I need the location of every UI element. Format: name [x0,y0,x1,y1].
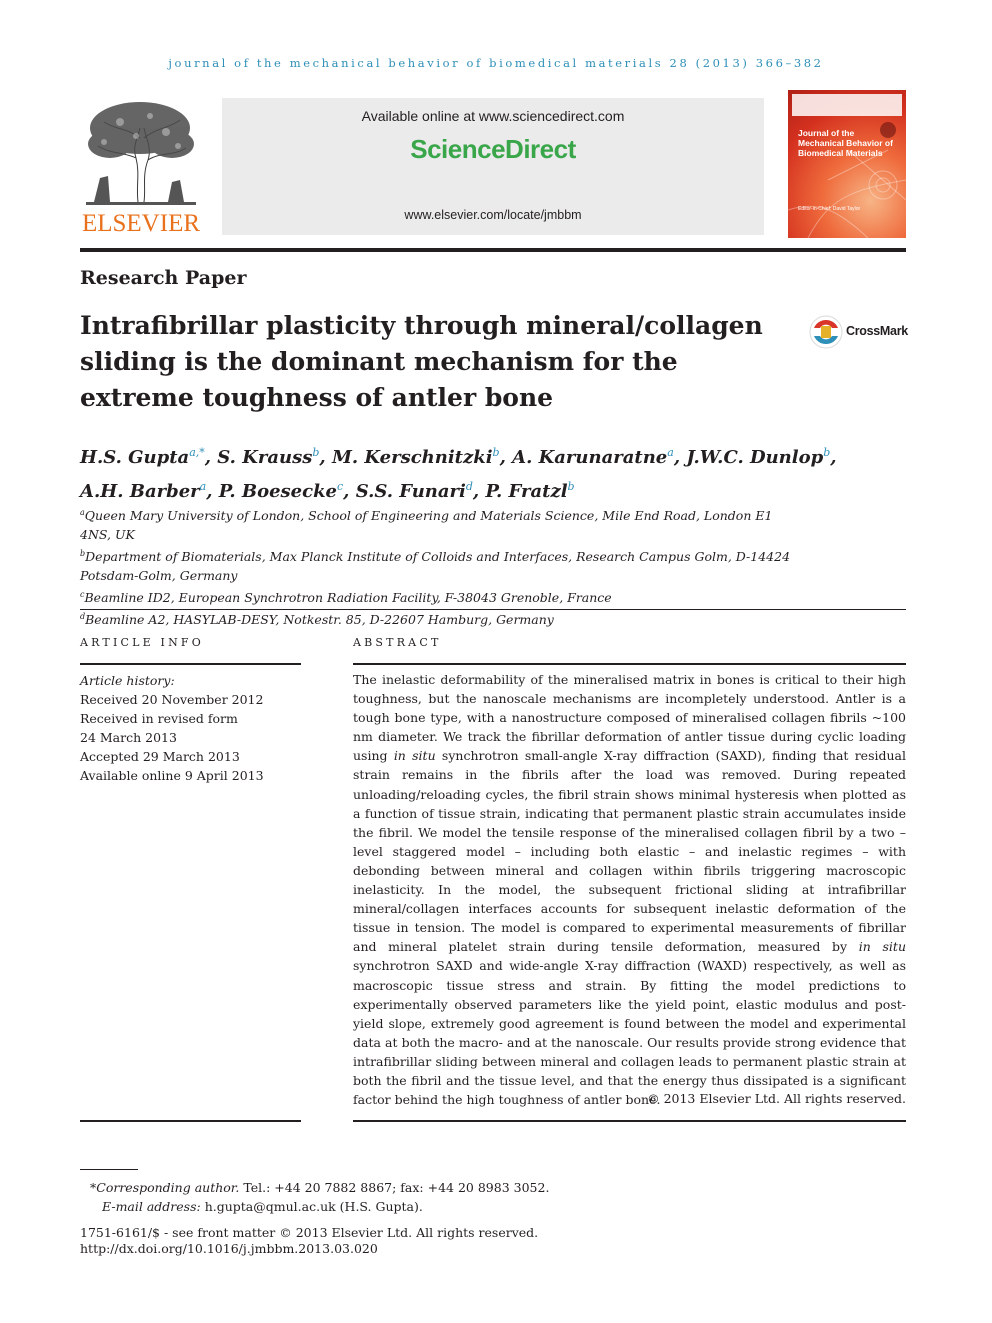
article-type: Research Paper [80,267,247,289]
sciencedirect-logo[interactable]: ScienceDirect [410,134,576,164]
journal-cover-image [788,90,906,238]
journal-citation-line: journal of the mechanical behavior of biomedical materials 28 (2013) 366–382 [168,56,824,70]
crossmark-label[interactable]: CrossMark [846,324,908,338]
journal-url[interactable]: www.elsevier.com/locate/jmbbm [404,208,582,222]
footnotes [80,1178,780,1216]
affiliation: $^d$Beamline A2, HASYLAB-DESY, Notkestr. 85, D-22607 Hamburg, Germany [80,612,554,628]
sciencedirect-banner [222,98,764,235]
abstract-text: The inelastic deformability of the mineralised matrix in bones is critical to their high toughness, but the nanoscale mechanisms are incompletely understood. Antler is a tough bone type, with a nanostructure composed of mineralised collagen fibrils ~100 nm diameter. We track the fibrillar deformation of antler tissue during cyclic loading using in situ synchrotron small-angle X-ray diffraction (SAXD), finding that residual strain remains in the fibrils after the load was removed. During repeated unloading/reloading cycles, the fibril strain shows minimal hysteresis when plotted as a function of tissue strain, indicating that permanent plastic strain accumulates inside the fibril. We model the tensile response of the mineralised collagen fibril by a two – level staggered model – including both elastic – and inelastic regimes – with debonding between mineral and collagen within fibrils triggering macroscopic inelasticity. In the model, the subsequent frictional sliding at intrafibrillar mineral/collagen interfaces accounts for subsequent inelastic deformation of the tissue in tension. The model is compared to experimental measurements of fibrillar and mineral platelet strain during tensile deformation, measured by in situ synchrotron SAXD and wide-angle X-ray diffraction (WAXD) respectively, as well as macroscopic tissue stress and strain. By fitting the model predictions to experimentally observed parameters like the yield point, elastic modulus and post-yield slope, extremely good agreement is found between the model and experimental data at both the macro- and at the nanoscale. Our results provide strong evidence that intrafibrillar sliding between mineral and collagen leads to permanent plastic strain at both the fibril and the tissue level, and that the energy thus dissipated is a significant factor behind the high toughness of antler bone. [353,672,906,1108]
abstract-heading: ABSTRACT [353,636,442,649]
author[interactable]: H.S. Gupta$^{a,*}$ [80,446,205,468]
email-link[interactable]: h.gupta@qmul.ac.uk (H.S. Gupta). [200,1199,423,1214]
footnote-rule [80,1169,138,1170]
article-info-rule [80,663,301,665]
abstract-rule [353,663,906,665]
cover-journal-title: Journal of the Mechanical Behavior of Biomedical Materials [798,128,893,158]
email-note: E-mail address: h.gupta@qmul.ac.uk (H.S. Gupta). [102,1199,423,1214]
article-history [80,671,301,785]
affiliations [80,503,800,630]
history-item: Received in revised form [80,711,238,726]
cover-editor: Editor-in-Chief: David Taylor [798,206,861,212]
doi-link[interactable]: http://dx.doi.org/10.1016/j.jmbbm.2013.03.020 [80,1241,378,1256]
abstract-rule-bottom [353,1120,906,1122]
header-divider [80,248,906,252]
author[interactable]: S.S. Funari$^d$ [355,480,473,502]
issn-line: 1751-6161/$ - see front matter © 2013 Elsevier Ltd. All rights reserved. [80,1225,539,1240]
page-footer [80,1225,780,1257]
affiliation: $^a$Queen Mary University of London, School of Engineering and Materials Science, Mile End Road, London E1 4NS, UK [80,508,773,543]
author[interactable]: P. Boesecke$^c$ [218,480,344,502]
author[interactable]: A.H. Barber$^a$ [80,480,207,502]
affiliation: $^b$Department of Biomaterials, Max Planck Institute of Colloids and Interfaces, Research Campus Golm, D-14424 Potsdam-Golm, Germany [80,549,791,584]
author[interactable]: J.W.C. Dunlop$^b$ [686,446,831,468]
history-label: Article history: [80,673,175,688]
article-info-heading: ARTICLE INFO [80,636,204,649]
article-title: Intrafibrillar plasticity through mineral/collagen sliding is the dominant mechanism for the extreme toughness of antler bone [80,311,763,412]
author-list: H.S. Gupta$^{a,*}$, S. Krauss$^b$, M. Kerschnitzki$^b$, A. Karunaratne$^a$, J.W.C. Dunlop$^b$, A.H. Barber$^a$, P. Boesecke$^c$, S.S. Funari$^d$, P. Fratzl$^b$ [80,446,837,502]
available-online-text: Available online at www.sciencedirect.com [361,108,625,124]
article-info-rule-bottom [80,1120,301,1122]
history-item: Available online 9 April 2013 [80,768,264,783]
corresponding-author-note: *Corresponding author. Tel.: +44 20 7882 8867; fax: +44 20 8983 3052. [90,1180,550,1195]
affiliations-divider [80,609,906,610]
abstract-copyright: © 2013 Elsevier Ltd. All rights reserved. [647,1091,906,1106]
history-item: 24 March 2013 [80,730,177,745]
author[interactable]: A. Karunaratne$^a$ [512,446,674,468]
author[interactable]: M. Kerschnitzki$^b$ [331,446,500,468]
history-item: Accepted 29 March 2013 [80,749,240,764]
author[interactable]: S. Krauss$^b$ [217,446,320,468]
cover-artwork [788,90,906,238]
affiliation: $^c$Beamline ID2, European Synchrotron Radiation Facility, F-38043 Grenoble, France [80,590,612,606]
author[interactable]: P. Fratzl$^b$ [485,480,575,502]
history-item: Received 20 November 2012 [80,692,264,707]
elsevier-wordmark: ELSEVIER [81,210,201,237]
